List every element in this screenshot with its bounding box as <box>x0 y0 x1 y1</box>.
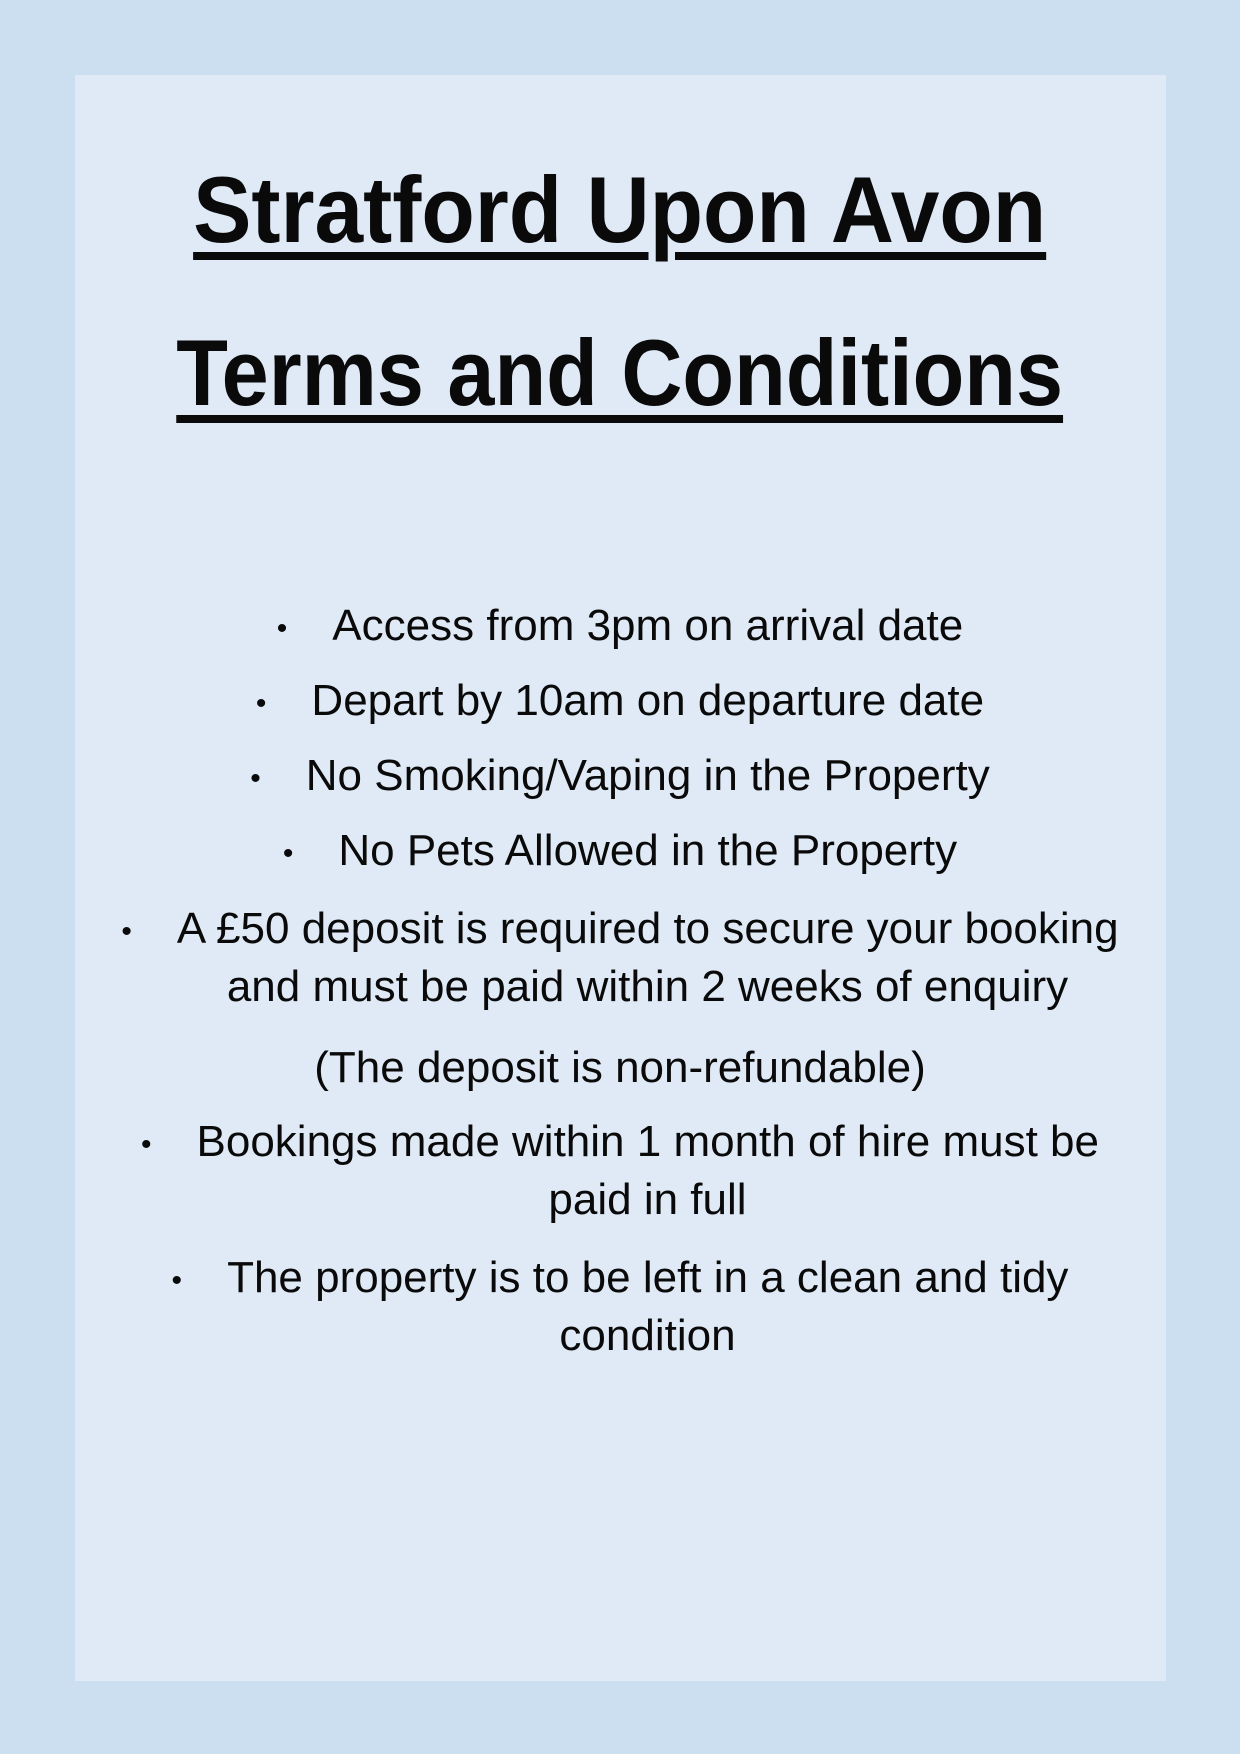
term-line <box>120 900 1120 958</box>
term-line <box>120 958 1120 1016</box>
list-item <box>120 1039 1120 1097</box>
list-item <box>120 1249 1120 1365</box>
term-text: No Pets Allowed in the Property <box>338 826 958 875</box>
term-line <box>120 822 1120 880</box>
list-item <box>120 747 1120 805</box>
term-line <box>120 672 1120 730</box>
term-text: paid in full <box>548 1175 747 1224</box>
list-item <box>120 1113 1120 1229</box>
list-item <box>120 822 1120 880</box>
term-text: and must be paid within 2 weeks of enquiry <box>226 962 1069 1011</box>
term-text: Bookings made within 1 month of hire must be <box>196 1117 1099 1166</box>
title-text-terms: Terms and Conditions <box>176 320 1064 425</box>
term-line <box>120 1039 1120 1097</box>
term-line <box>120 1249 1120 1307</box>
page-title-line-1 <box>120 157 1120 262</box>
bullet-icon: • <box>171 1264 183 1297</box>
term-line <box>120 747 1120 805</box>
bullet-icon: • <box>141 1128 152 1161</box>
term-text: (The deposit is non-refundable) <box>314 1043 926 1092</box>
bullet-icon: • <box>250 762 261 795</box>
term-line <box>120 1171 1120 1229</box>
list-item <box>120 900 1120 1016</box>
term-line <box>120 597 1120 655</box>
term-text: A £50 deposit is required to secure your booking <box>176 904 1119 953</box>
term-text: Depart by 10am on departure date <box>311 676 985 725</box>
term-text: condition <box>559 1311 736 1360</box>
bullet-icon: • <box>121 915 132 948</box>
bullet-icon: • <box>255 687 267 720</box>
bullet-icon: • <box>276 612 288 645</box>
page-title-line-2 <box>120 320 1120 425</box>
term-text: Access from 3pm on arrival date <box>332 601 964 650</box>
list-item <box>120 597 1120 655</box>
title-text-stratford: Stratford Upon Avon <box>193 157 1047 262</box>
term-line <box>120 1113 1120 1171</box>
terms-list <box>120 597 1120 1365</box>
bullet-icon: • <box>282 837 294 870</box>
term-line <box>120 1307 1120 1365</box>
term-text: The property is to be left in a clean and tidy <box>227 1253 1069 1302</box>
term-text: No Smoking/Vaping in the Property <box>305 751 990 800</box>
list-item <box>120 672 1120 730</box>
